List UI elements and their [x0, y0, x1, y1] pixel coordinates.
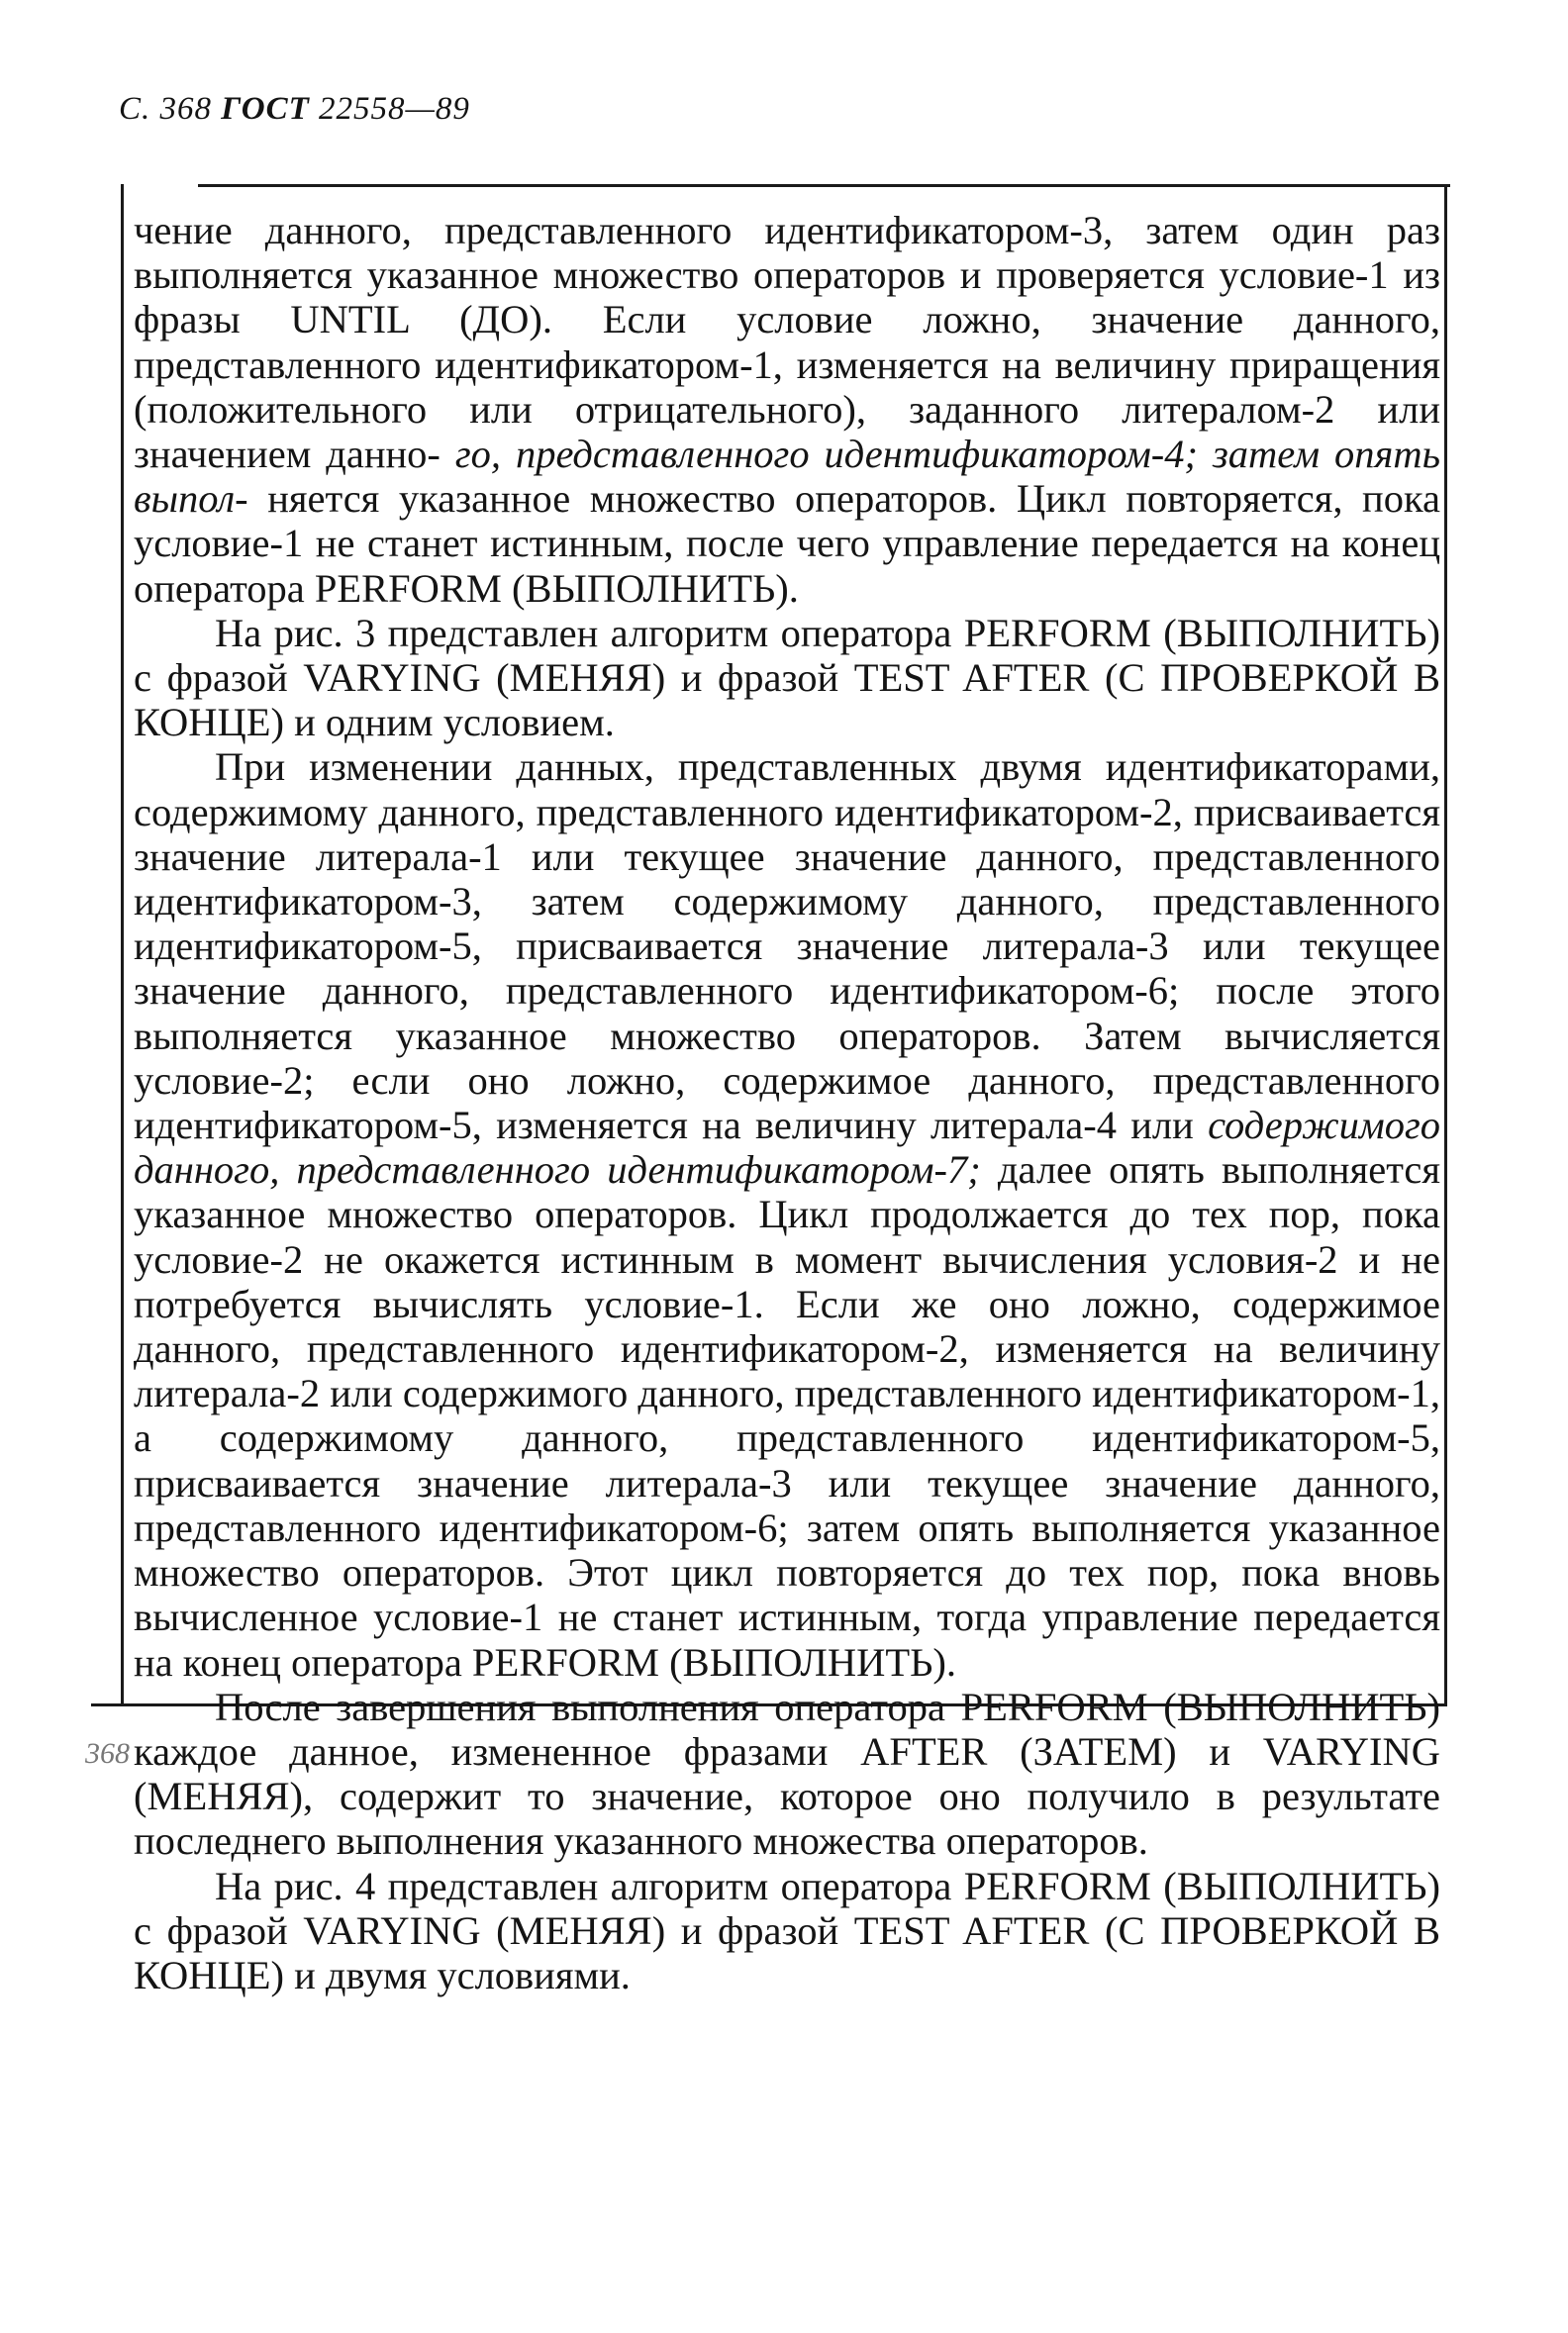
paragraph-2: На рис. 3 представлен алгоритм оператора PERFORM (ВЫПОЛНИТЬ) с фразой VARYING (МЕНЯЯ) и фразой TEST AFTER (С ПРОВЕРКОЙ В КОНЦЕ) и одним условием.	[134, 610, 1440, 745]
page-header	[119, 91, 470, 128]
paragraph-3-part-1: При изменении данных, представленных двумя идентификаторами, содержимому данного, представленного идентификатором-2, присваивается значение литерала-1 или текущее значение данного, представленного идентификатором-3, затем содержимому данного, представленного идентификатором-5, присваивается значение литерала-3 или текущее значение данного, представленного идентификатором-6; после этого выполняется указанное множество операторов. Затем вычисляется условие-2; если оно ложно, содержимое данного, представленного идентификатором-5, изменяется на величину литерала-4 или	[134, 744, 1440, 1148]
document-body	[134, 208, 1440, 1997]
header-standard-number: 22558—89	[319, 91, 470, 127]
paragraph-3	[134, 744, 1440, 1684]
paragraph-1-part-1: чение данного, представленного идентификатором-3, затем один раз выполняется указанное множество операторов и проверяется условие-1 из фразы UNTIL (ДО). Если условие ложно, значение данного, представленного идентификатором-1, изменяется на величину приращения (положительного или отрицательного), заданного литералом-2 или значением данно-	[134, 208, 1440, 477]
top-rule	[198, 184, 1450, 187]
paragraph-4: После завершения выполнения оператора PERFORM (ВЫПОЛНИТЬ) каждое данное, измененное фразами AFTER (ЗАТЕМ) и VARYING (МЕНЯЯ), содержит то значение, которое оно получило в результате последнего выполнения указанного множества операторов.	[134, 1684, 1440, 1864]
page-number: 368	[85, 1737, 130, 1770]
paragraph-3-italic: содержимого данного, представленного идентификатором-7;	[134, 1103, 1441, 1193]
header-page: С. 368	[119, 91, 213, 127]
paragraph-1-italic: го, представленного идентификатором-4; затем опять выпол-	[134, 432, 1441, 522]
paragraph-3-part-3: далее опять выполняется указанное множество операторов. Цикл продолжается до тех пор, пока условие-2 не окажется истинным в момент вычисления условия-2 и не потребуется вычислять условие-1. Если же оно ложно, содержимое данного, представленного идентификатором-2, изменяется на величину литерала-2 или содержимого данного, представленного идентификатором-1, а содержимому данного, представленного идентификатором-5, присваивается значение литерала-3 или текущее значение данного, представленного идентификатором-6; затем опять выполняется указанное множество операторов. Этот цикл повторяется до тех пор, пока вновь вычисленное условие-1 не станет истинным, тогда управление передается на конец оператора PERFORM (ВЫПОЛНИТЬ).	[134, 1147, 1440, 1685]
paragraph-1	[134, 208, 1440, 611]
header-standard-name: ГОСТ	[221, 91, 310, 127]
paragraph-5: На рис. 4 представлен алгоритм оператора PERFORM (ВЫПОЛНИТЬ) с фразой VARYING (МЕНЯЯ) и фразой TEST AFTER (С ПРОВЕРКОЙ В КОНЦЕ) и двумя условиями.	[134, 1863, 1440, 1997]
paragraph-1-part-3: няется указанное множество операторов. Цикл повторяется, пока условие-1 не станет истинным, после чего управление передается на конец оператора PERFORM (ВЫПОЛНИТЬ).	[134, 476, 1440, 611]
